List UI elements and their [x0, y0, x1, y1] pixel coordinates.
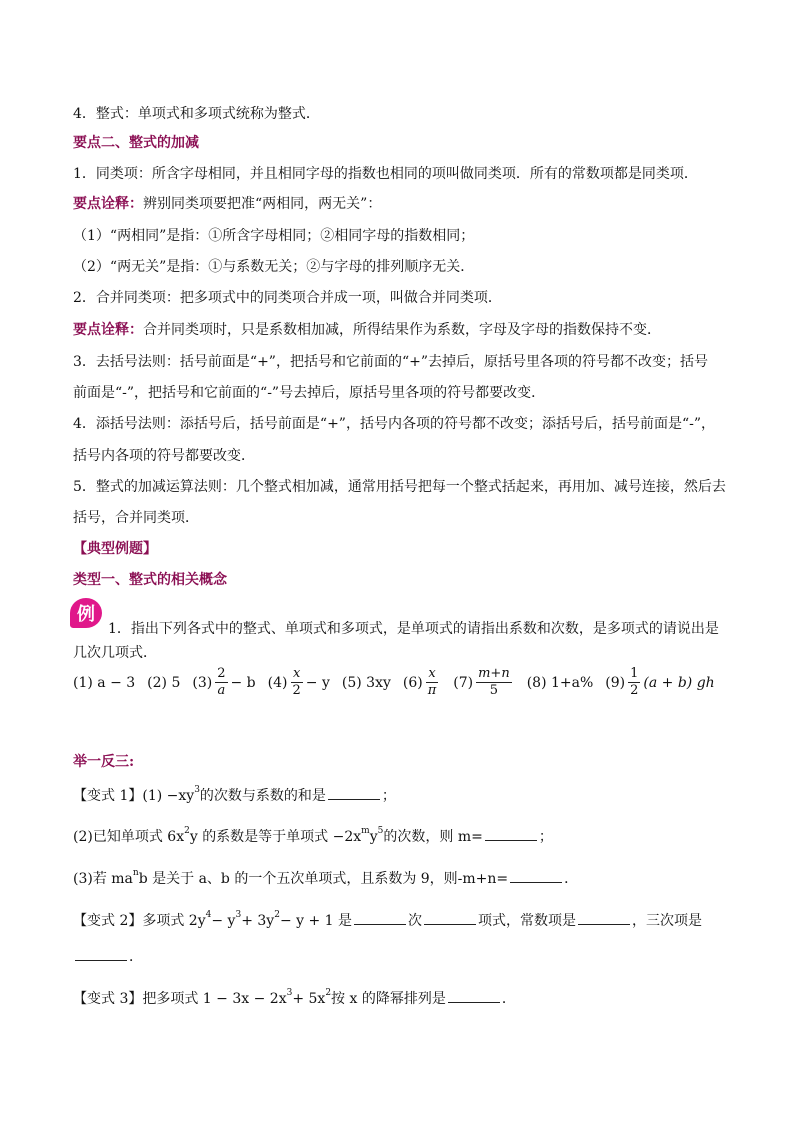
text-line: 2．合并同类项：把多项式中的同类项合并成一项，叫做合并同类项． [73, 290, 502, 306]
note-tag: 要点诠释： [73, 196, 143, 212]
text: ． [564, 871, 579, 887]
text: ； [381, 788, 396, 804]
expression-list [73, 666, 715, 699]
expression-label: (3) [192, 674, 213, 691]
math-text: − y + 1 是 [279, 913, 353, 929]
section-heading: 要点二、整式的加减 [73, 135, 199, 151]
example-badge-icon: 例 [70, 598, 102, 628]
text: 的次数与系数的和是 [199, 788, 326, 804]
text: 按 x 的降幂排列是 [331, 991, 446, 1007]
expression [605, 666, 714, 699]
section-heading: 【典型例题】 [73, 541, 157, 557]
section-heading: 举一反三: [73, 754, 135, 770]
text-line: 4．添括号法则：添括号后，括号前面是“+”，括号内各项的符号都不改变；添括号后，括号前面是“-”， [73, 416, 715, 432]
expression: (2) 5 [147, 674, 181, 691]
expression [453, 666, 514, 699]
expression-tail: (a + b) gh [643, 674, 715, 691]
expression-label: (4) [267, 674, 288, 691]
math-text: y [369, 829, 378, 845]
exponent: 2 [184, 826, 190, 837]
math-text: 多项式 2y [142, 913, 206, 929]
exponent: 3 [194, 785, 200, 796]
text: ． [501, 991, 516, 1007]
denominator: 2 [630, 683, 639, 698]
text-line: 3．去括号法则：括号前面是“+”，把括号和它前面的“+”去掉后，原括号里各项的符号都不改变；括号 [73, 354, 708, 370]
math-text: (3)若 ma [73, 871, 133, 887]
answer-blank[interactable] [328, 785, 380, 800]
text: ，三次项是 [632, 913, 703, 929]
denominator: 2 [292, 683, 301, 698]
text-line: 括号，合并同类项． [73, 510, 199, 526]
variant-3-line [73, 988, 724, 1009]
math-text: 把多项式 1 − 3x − 2x [142, 991, 287, 1007]
expression: (5) 3xy [341, 674, 391, 691]
expression [403, 666, 441, 699]
expression [192, 666, 255, 699]
text-line: 1．同类项：所含字母相同，并且相同字母的指数也相同的项叫做同类项．所有的常数项都是同类项． [73, 166, 698, 182]
variant-tag: 【变式 2】 [73, 913, 143, 929]
text: ． [129, 949, 143, 965]
exponent: 2 [325, 988, 332, 999]
text-line: 5．整式的加减运算法则：几个整式相加减，通常用括号把每一个整式括起来，再用加、减号连接，然后去 [73, 479, 726, 495]
math-text: (1) −xy [142, 788, 195, 804]
numerator: x [426, 666, 439, 683]
text-line [73, 194, 724, 214]
math-text: y 的系数是等于单项式 −2x [189, 829, 362, 845]
text: 次 [408, 913, 423, 929]
answer-blank[interactable] [578, 910, 630, 925]
exponent: 2 [274, 910, 280, 921]
expression-label: (9) [605, 674, 626, 691]
text-line: 括号内各项的符号都要改变． [73, 448, 255, 464]
variant-1-line-3 [73, 868, 724, 889]
numerator: m+n [478, 666, 510, 681]
answer-blank[interactable] [424, 910, 476, 925]
fraction [426, 666, 439, 699]
exponent: 4 [205, 910, 212, 921]
note-tag: 要点诠释： [73, 322, 143, 338]
text-line [73, 320, 724, 340]
text-line: 4．整式：单项式和多项式统称为整式． [73, 106, 320, 122]
exponent: 5 [377, 826, 384, 837]
exponent: 3 [235, 910, 242, 921]
variant-2-line-2 [73, 946, 724, 967]
numerator: x [291, 666, 303, 683]
text: b 是关于 a、b 的一个五次单项式，且系数为 9，则-m+n= [138, 871, 509, 887]
math-text: + 3y [241, 913, 275, 929]
math-text: − y [211, 913, 236, 929]
answer-blank[interactable] [448, 988, 500, 1003]
variant-tag: 【变式 1】 [73, 788, 143, 804]
exponent: m [361, 826, 370, 837]
fraction [291, 666, 303, 699]
variant-tag: 【变式 3】 [73, 991, 143, 1007]
text-line: （2）“两无关”是指：①与系数无关；②与字母的排列顺序无关． [73, 259, 475, 275]
text-line: 前面是“-”，把括号和它前面的“-”号去掉后，原括号里各项的符号都要改变． [73, 385, 546, 401]
text-line: 1．指出下列各式中的整式、单项式和多项式，是单项式的请指出系数和次数，是多项式的请说出是 [108, 621, 719, 637]
fraction [215, 666, 227, 699]
variant-1-line-2 [73, 826, 724, 847]
text-line: 几次几项式． [73, 645, 157, 661]
expression [268, 666, 330, 699]
expression-label: (7) [453, 674, 474, 691]
numerator: 1 [630, 666, 639, 681]
answer-blank[interactable] [354, 910, 406, 925]
exponent: 3 [286, 988, 293, 999]
denominator: a [217, 683, 226, 698]
note-text: 合并同类项时，只是系数相加减，所得结果作为系数，字母及字母的指数保持不变． [143, 322, 661, 338]
numerator: 2 [217, 666, 226, 681]
text: 的次数，则 m= [383, 829, 483, 845]
math-text: + 5x [292, 991, 326, 1007]
exponent: n [132, 868, 139, 879]
answer-blank[interactable] [510, 868, 562, 883]
denominator: π [427, 683, 437, 698]
expression-tail: − y [305, 674, 330, 691]
expression-label: (6) [402, 674, 423, 691]
fraction [628, 666, 640, 699]
text-line: （1）“两相同”是指：①所含字母相同；②相同字母的指数相同； [73, 228, 475, 244]
text: ； [538, 829, 553, 845]
text: 项式，常数项是 [478, 913, 577, 929]
expression: (8) 1+a% [526, 674, 594, 691]
fraction [476, 666, 512, 699]
variant-1-line-1 [73, 785, 724, 806]
variant-2-line-1 [73, 910, 724, 931]
answer-blank[interactable] [485, 826, 537, 841]
expression: (1) a − 3 [73, 674, 136, 691]
section-heading: 类型一、整式的相关概念 [73, 572, 227, 588]
note-text: 辨别同类项要把准“两相同，两无关”： [143, 196, 382, 212]
answer-blank[interactable] [75, 946, 127, 961]
expression-tail: − b [230, 674, 256, 691]
denominator: 5 [489, 683, 499, 698]
math-text: (2)已知单项式 6x [73, 829, 185, 845]
